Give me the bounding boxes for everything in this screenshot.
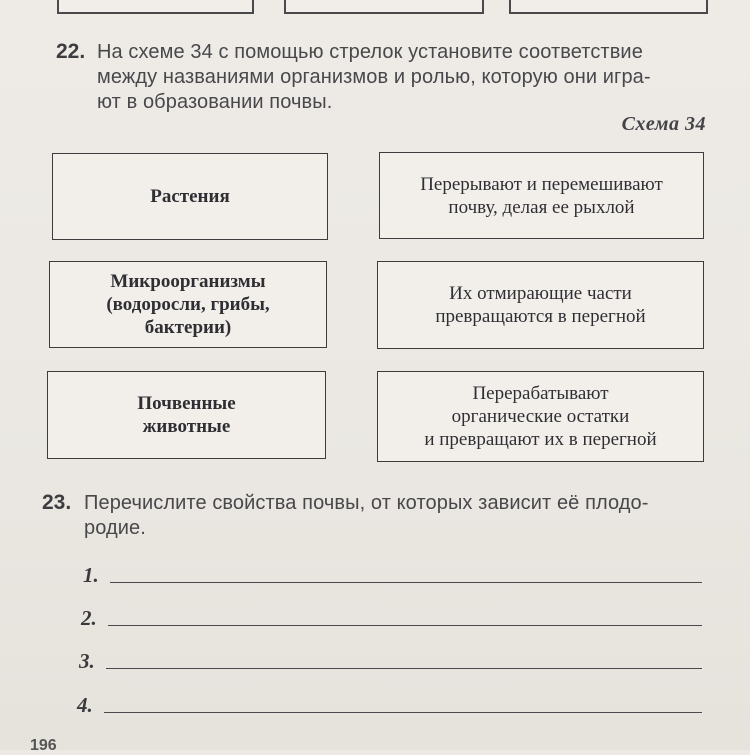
organism-label: Растения bbox=[150, 186, 230, 207]
question-22-number: 22. bbox=[56, 40, 86, 63]
answer-number-2: 2. bbox=[81, 606, 97, 630]
prev-scheme-box-3 bbox=[509, 0, 708, 14]
answer-line-2[interactable] bbox=[108, 625, 702, 626]
question-23-text-line-2: родие. bbox=[84, 517, 146, 539]
role-label: Перерывают и перемешивают почву, делая ее рыхлой bbox=[420, 173, 663, 218]
role-label: Их отмирающие части превращаются в перегной bbox=[435, 283, 646, 327]
scheme-label: Схема 34 bbox=[621, 113, 706, 135]
page-number: 196 bbox=[30, 737, 57, 754]
answer-line-1[interactable] bbox=[110, 582, 702, 583]
question-22-text-line-3: ют в образовании почвы. bbox=[97, 91, 333, 113]
role-box-loosen-soil[interactable] bbox=[379, 152, 704, 239]
role-label: Перерабатывают органические остатки и превращают их в перегной bbox=[424, 383, 657, 450]
organism-label: Почвенные животные bbox=[137, 393, 236, 437]
question-22-text-line-2: между названиями организмов и ролью, которую они игра- bbox=[97, 66, 651, 88]
organism-box-microorganisms[interactable] bbox=[49, 261, 327, 348]
answer-line-3[interactable] bbox=[106, 668, 702, 669]
organism-label: Микроорганизмы (водоросли, грибы, бактерии) bbox=[106, 271, 270, 338]
organism-box-plants[interactable] bbox=[52, 153, 328, 240]
role-box-process-remains[interactable] bbox=[377, 371, 704, 462]
question-23-text-line-1: Перечислите свойства почвы, от которых зависит её плодо- bbox=[84, 492, 649, 514]
role-box-dead-parts-humus[interactable] bbox=[377, 261, 704, 349]
question-22-text-line-1: На схеме 34 с помощью стрелок установите соответствие bbox=[97, 41, 643, 63]
prev-scheme-box-2 bbox=[284, 0, 484, 14]
answer-number-3: 3. bbox=[79, 649, 95, 673]
organism-box-soil-animals[interactable] bbox=[47, 371, 326, 459]
question-23-number: 23. bbox=[42, 491, 72, 514]
answer-number-4: 4. bbox=[77, 693, 93, 717]
answer-line-4[interactable] bbox=[104, 712, 702, 713]
answer-number-1: 1. bbox=[83, 563, 99, 587]
prev-scheme-box-1 bbox=[57, 0, 254, 14]
